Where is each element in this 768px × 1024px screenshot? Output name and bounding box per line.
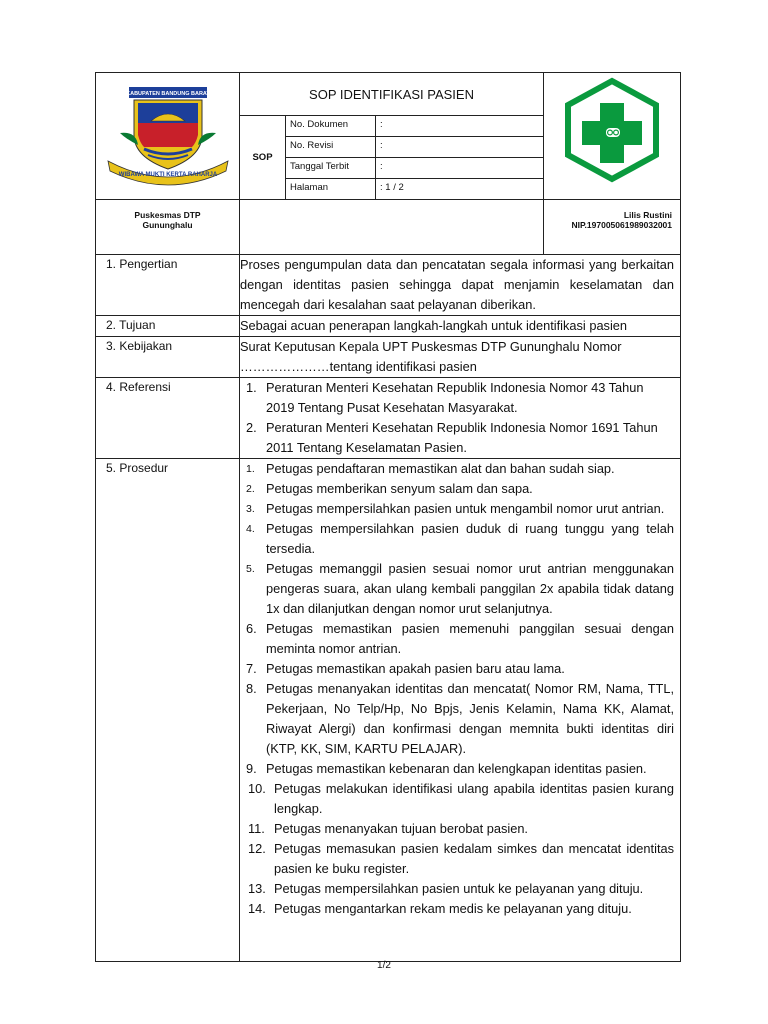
section-list-prosedur [240,459,681,962]
section-label-prosedur: 5. Prosedur [96,459,240,962]
meta-value-page: : 1 / 2 [376,179,544,200]
section-list-referensi [240,378,681,459]
kebijakan-line1: Surat Keputusan Kepala UPT Puskesmas DTP Gununghalu Nomor [240,339,622,354]
prosedur-item-number: 2. [246,483,255,495]
signature-blank-cell [240,200,544,255]
prosedur-item-text: Petugas pendaftaran memastikan alat dan bahan sudah siap. [266,461,615,476]
prosedur-item-number: 13. [248,881,266,896]
prosedur-item [240,459,674,479]
meta-label-revision: No. Revisi [286,137,376,158]
head-signature-cell [544,200,681,255]
head-nip: NIP.197005061989032001 [571,220,673,230]
prosedur-item-number: 12. [248,841,266,856]
prosedur-item [240,899,674,919]
referensi-item-text: Peraturan Menteri Kesehatan Republik Indonesia Nomor 43 Tahun 2019 Tentang Pusat Kesehatan Masyarakat. [266,380,644,415]
prosedur-item-text: Petugas mempersilahkan pasien duduk di ruang tunggu yang telah tersedia. [266,521,675,556]
org-name-line1: Puskesmas DTP [134,210,201,220]
prosedur-item [240,479,674,499]
prosedur-item-number: 8. [246,681,257,696]
crest-regency-label: KABUPATEN BANDUNG BARAT [126,91,210,97]
prosedur-item [240,779,674,819]
prosedur-item-text: Petugas menanyakan identitas dan mencatat( Nomor RM, Nama, TTL, Pekerjaan, No Telp/Hp, No Bpjs, Jenis Kelamin, Nama KK, Alamat, Riwayat Alergi) dan konfirmasi dengan memnita bukti identitas diri (KTP, KK, SIM, KARTU PELAJAR). [266,681,675,756]
meta-label-page: Halaman [286,179,376,200]
prosedur-item [240,659,674,679]
section-text-kebijakan [240,337,681,378]
org-name-cell [96,200,240,255]
org-name-line2: Gununghalu [142,220,193,230]
section-label-referensi: 4. Referensi [96,378,240,459]
section-label-kebijakan: 3. Kebijakan [96,337,240,378]
prosedur-item [240,679,674,759]
prosedur-item-number: 7. [246,661,257,676]
prosedur-item-number: 9. [246,761,257,776]
prosedur-item [240,519,674,559]
regency-crest-logo [96,73,240,193]
meta-label-issued-date: Tanggal Terbit [286,158,376,179]
prosedur-item-text: Petugas mempersilahkan pasien untuk ke pelayanan yang dituju. [274,881,644,896]
prosedur-item [240,879,674,899]
kebijakan-line2: …………………tentang identifikasi pasien [240,359,477,374]
prosedur-item-number: 5. [246,563,255,575]
sop-title: SOP IDENTIFIKASI PASIEN [240,73,544,116]
prosedur-item [240,759,674,779]
meta-value-doc-no: : [376,116,544,137]
prosedur-item-number: 4. [246,523,255,535]
prosedur-item [240,499,674,519]
section-text-pengertian: Proses pengumpulan data dan pencatatan segala informasi yang berkaitan dengan identitas pasien sehingga dapat menjamin keselamatan dan mencegah dari kesalahan saat pelayanan diberikan. [240,255,681,316]
prosedur-item [240,559,674,619]
prosedur-item-text: Petugas memastikan kebenaran dan kelengkapan identitas pasien. [266,761,647,776]
referensi-item-number: 2. [246,420,257,435]
sop-table [95,72,681,962]
prosedur-item-text: Petugas menanyakan tujuan berobat pasien. [274,821,528,836]
prosedur-item-text: Petugas memastikan apakah pasien baru atau lama. [266,661,565,676]
puskesmas-logo [544,73,681,193]
prosedur-item-number: 11. [248,821,265,836]
puskesmas-logo-cell [544,73,681,200]
referensi-item [240,418,674,458]
head-name: Lilis Rustini [623,210,673,220]
prosedur-item-number: 3. [246,503,255,515]
prosedur-item [240,839,674,879]
prosedur-item-text: Petugas memasukan pasien kedalam simkes dan mencatat identitas pasien ke buku register. [274,841,675,876]
prosedur-item-text: Petugas melakukan identifikasi ulang apabila identitas pasien kurang lengkap. [274,781,675,816]
sop-label: SOP [240,116,286,200]
prosedur-item [240,819,674,839]
prosedur-item-number: 6. [246,621,257,636]
prosedur-item-number: 10. [248,781,266,796]
referensi-item-number: 1. [246,380,257,395]
crest-motto: WIBAWA MUKTI KERTA RAHARJA [118,172,218,178]
prosedur-item-text: Petugas memastikan pasien memenuhi panggilan sesuai dengan meminta nomor antrian. [266,621,675,656]
meta-value-issued-date: : [376,158,544,179]
page-number: 1/2 [377,960,391,971]
meta-label-doc-no: No. Dokumen [286,116,376,137]
prosedur-item-text: Petugas memanggil pasien sesuai nomor urut antrian menggunakan pengeras suara, akan ulang kembali panggilan 2x apabila tidak datang 1x dan dilanjutkan dengan nomor urut selanjutnya. [266,561,675,616]
prosedur-item [240,619,674,659]
prosedur-item-number: 14. [248,901,266,916]
section-label-pengertian: 1. Pengertian [96,255,240,316]
sop-document [95,72,680,962]
referensi-item [240,378,674,418]
section-label-tujuan: 2. Tujuan [96,316,240,337]
prosedur-item-number: 1. [246,463,255,475]
prosedur-item-text: Petugas mempersilahkan pasien untuk mengambil nomor urut antrian. [266,501,665,516]
meta-value-revision: : [376,137,544,158]
referensi-item-text: Peraturan Menteri Kesehatan Republik Indonesia Nomor 1691 Tahun 2011 Tentang Keselamatan Pasien. [266,420,658,455]
prosedur-item-text: Petugas memberikan senyum salam dan sapa. [266,481,533,496]
prosedur-item-text: Petugas mengantarkan rekam medis ke pelayanan yang dituju. [274,901,632,916]
regency-crest-cell [96,73,240,200]
section-text-tujuan: Sebagai acuan penerapan langkah-langkah untuk identifikasi pasien [240,316,681,337]
